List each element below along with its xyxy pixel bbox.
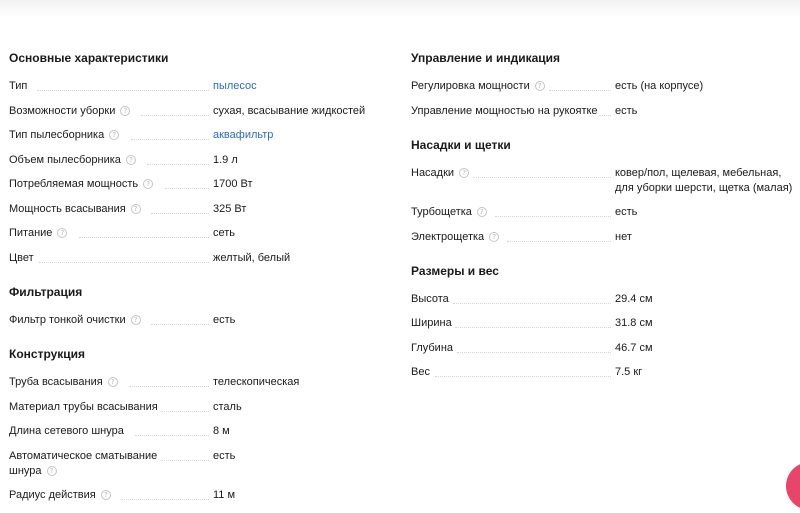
spec-value: 11 м xyxy=(213,489,236,501)
spec-value: сухая, всасывание жидкостей xyxy=(213,105,366,117)
spec-label: Труба всасывания xyxy=(9,376,103,388)
spec-label: Высота xyxy=(411,293,449,305)
spec-value: 29.4 см xyxy=(615,293,653,305)
dotted-leader xyxy=(455,327,611,328)
spec-value: есть xyxy=(615,206,638,218)
dotted-leader xyxy=(165,188,209,189)
dotted-leader xyxy=(147,164,209,165)
spec-label: Фильтр тонкой очистки xyxy=(9,314,126,326)
spec-value: телескопическая xyxy=(213,376,300,388)
dotted-leader xyxy=(507,241,611,242)
spec-label: Мощность всасывания xyxy=(9,203,126,215)
help-icon[interactable]: ? xyxy=(131,315,141,325)
spec-label: Материал трубы всасывания xyxy=(9,401,158,413)
spec-value: есть xyxy=(615,105,638,117)
dotted-leader xyxy=(121,499,209,500)
dotted-leader xyxy=(141,115,209,116)
dotted-leader xyxy=(453,303,611,304)
section-title-nozzles: Насадки и щетки xyxy=(411,138,511,152)
spec-label: Тип пылесборника xyxy=(9,129,105,141)
spec-value: 8 м xyxy=(213,425,230,437)
section-title-construction: Конструкция xyxy=(9,347,86,361)
spec-value: нет xyxy=(615,231,632,243)
spec-label: Длина сетевого шнура xyxy=(9,425,124,437)
spec-value: 325 Вт xyxy=(213,203,247,215)
spec-label: Автоматическое сматывание шнура xyxy=(9,450,158,477)
help-icon[interactable]: ? xyxy=(57,228,67,238)
spec-label: Ширина xyxy=(411,317,452,329)
spec-value: желтый, белый xyxy=(213,252,291,264)
dotted-leader xyxy=(135,435,209,436)
section-title-basic: Основные характеристики xyxy=(9,51,169,65)
spec-value: есть xyxy=(213,450,236,462)
dotted-leader xyxy=(161,411,209,412)
spec-value: сталь xyxy=(213,401,242,413)
spec-label: Возможности уборки xyxy=(9,105,116,117)
dotted-leader xyxy=(473,177,611,178)
dotted-leader xyxy=(39,262,209,263)
help-icon[interactable]: ? xyxy=(108,377,118,387)
spec-value-link[interactable]: аквафильтр xyxy=(213,129,274,141)
spec-label: Потребляемая мощность xyxy=(9,178,139,190)
spec-value: 46.7 см xyxy=(615,342,653,354)
top-shadow-bar xyxy=(0,0,800,18)
dotted-leader xyxy=(435,376,611,377)
section-title-dimensions: Размеры и вес xyxy=(411,264,499,278)
dotted-leader xyxy=(457,352,611,353)
help-icon[interactable]: ? xyxy=(126,155,136,165)
spec-label: Радиус действия xyxy=(9,489,96,501)
spec-value: 1700 Вт xyxy=(213,178,253,190)
spec-value: 7.5 кг xyxy=(615,366,643,378)
help-icon[interactable]: ? xyxy=(101,490,111,500)
spec-label: Насадки xyxy=(411,167,455,179)
spec-value: 31.8 см xyxy=(615,317,653,329)
spec-value: есть xyxy=(213,314,236,326)
dotted-leader xyxy=(131,139,209,140)
spec-label: Электрощетка xyxy=(411,231,485,243)
spec-label: Объем пылесборника xyxy=(9,154,121,166)
spec-label: Питание xyxy=(9,227,53,239)
dotted-leader xyxy=(151,324,209,325)
spec-value: 1.9 л xyxy=(213,154,238,166)
dotted-leader xyxy=(129,386,209,387)
dotted-leader xyxy=(37,90,209,91)
spec-label: Управление мощностью на рукоятке xyxy=(411,105,598,117)
help-icon[interactable]: ? xyxy=(120,106,130,116)
spec-label: Регулировка мощности xyxy=(411,80,530,92)
section-title-filtration: Фильтрация xyxy=(9,285,83,299)
help-icon[interactable]: ? xyxy=(489,232,499,242)
dotted-leader xyxy=(549,90,611,91)
help-icon[interactable]: ? xyxy=(535,81,545,91)
dotted-leader xyxy=(151,213,209,214)
spec-label: Глубина xyxy=(411,342,454,354)
help-icon[interactable]: ? xyxy=(109,130,119,140)
dotted-leader xyxy=(161,460,209,461)
spec-value: сеть xyxy=(213,227,236,239)
help-icon[interactable]: ? xyxy=(47,466,57,476)
help-icon[interactable]: ? xyxy=(459,168,469,178)
help-icon[interactable]: ? xyxy=(131,204,141,214)
dotted-leader xyxy=(79,237,209,238)
spec-label: Цвет xyxy=(9,252,34,264)
spec-label: Турбощетка xyxy=(411,206,472,218)
spec-value-link[interactable]: пылесос xyxy=(213,80,257,92)
dotted-leader xyxy=(495,216,611,217)
spec-label: Тип xyxy=(9,80,28,92)
help-icon[interactable]: ? xyxy=(477,207,487,217)
spec-value: есть (на корпусе) xyxy=(615,80,704,92)
spec-value: ковер/пол, щелевая, мебельная, для уборки шерсти, щетка (малая) xyxy=(615,167,793,194)
spec-label: Вес xyxy=(411,366,430,378)
help-icon[interactable]: ? xyxy=(143,179,153,189)
dotted-leader xyxy=(599,115,611,116)
section-title-control: Управление и индикация xyxy=(411,51,561,65)
floating-action-button[interactable] xyxy=(786,462,800,510)
